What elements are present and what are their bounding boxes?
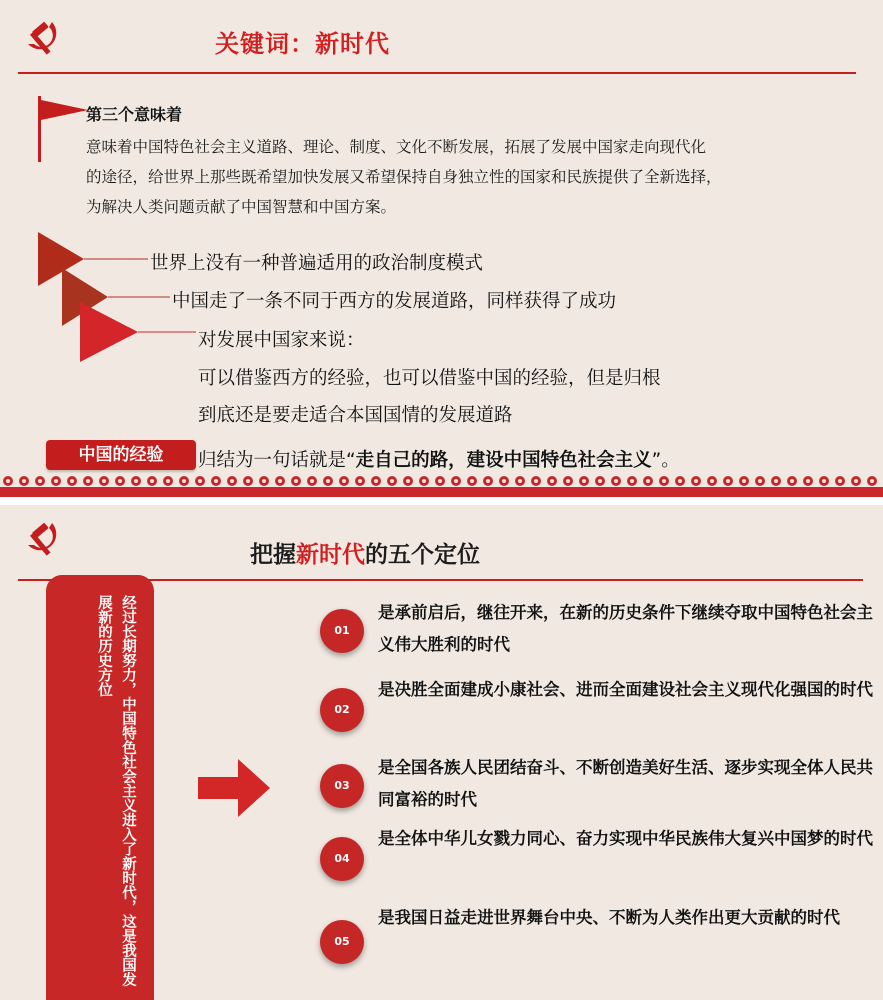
item-number: 01 <box>320 609 364 653</box>
conclusion-prefix: 归结为一句话就是“ <box>198 450 356 471</box>
item-number: 04 <box>320 837 364 881</box>
list-item <box>320 823 880 893</box>
list-item <box>320 597 880 667</box>
conclusion-suffix: ”。 <box>651 450 680 471</box>
slide-gap <box>0 497 883 505</box>
bullet-line: 中国走了一条不同于西方的发展道路，同样获得了成功 <box>172 291 617 312</box>
list-item <box>320 752 880 822</box>
title-divider <box>18 72 856 74</box>
conclusion-bold: 走自己的路，建设中国特色社会主义 <box>355 450 652 471</box>
item-text: 是决胜全面建成小康社会、进而全面建设社会主义现代化强国的时代 <box>378 680 873 699</box>
decorative-border <box>0 475 883 497</box>
bullet-line: 到底还是要走适合本国国情的发展道路 <box>198 405 513 426</box>
list-item <box>320 674 880 744</box>
item-number: 03 <box>320 764 364 808</box>
bullet-line: 世界上没有一种普遍适用的政治制度模式 <box>150 253 484 274</box>
item-text: 是承前启后，继往开来，在新的历史条件下继续夺取中国特色社会主义伟大胜利的时代 <box>378 603 873 654</box>
bullet-line: 对发展中国家来说： <box>198 330 365 351</box>
bullet-line: 可以借鉴西方的经验，也可以借鉴中国的经验，但是归根 <box>198 368 661 389</box>
item-number: 05 <box>320 920 364 964</box>
conclusion <box>198 446 680 472</box>
title-highlight: 新时代 <box>296 542 365 568</box>
title-part: 的五个定位 <box>365 542 480 568</box>
slide-1 <box>0 0 883 497</box>
title-part: 把握 <box>250 542 296 568</box>
hammer-sickle-icon <box>22 519 66 563</box>
item-text: 是全体中华儿女戮力同心、奋力实现中华民族伟大复兴中国梦的时代 <box>378 829 873 848</box>
slide-title: 关键词：新时代 <box>215 30 390 58</box>
slide-title <box>250 536 480 569</box>
arrow-right-icon <box>198 757 272 819</box>
experience-badge: 中国的经验 <box>46 440 196 470</box>
paragraph-line: 为解决人类问题贡献了中国智慧和中国方案。 <box>86 198 397 216</box>
section-heading: 第三个意味着 <box>86 105 183 124</box>
item-text: 是我国日益走进世界舞台中央、不断为人类作出更大贡献的时代 <box>378 908 840 927</box>
paragraph-line: 意味着中国特色社会主义道路、理论、制度、文化不断发展，拓展了发展中国家走向现代化 <box>86 138 707 156</box>
paragraph-line: 的途径，给世界上那些既希望加快发展又希望保持自身独立性的国家和民族提供了全新选择， <box>86 168 722 186</box>
hammer-sickle-icon <box>22 18 66 62</box>
item-number: 02 <box>320 688 364 732</box>
paragraph <box>86 132 846 222</box>
red-flag-icon <box>38 96 90 162</box>
list-item <box>320 902 880 972</box>
vertical-banner-text: 经过长期努力，中国特色社会主义进入了新时代，这是我国发展新的历史方位 <box>96 595 136 987</box>
item-text: 是全国各族人民团结奋斗、不断创造美好生活、逐步实现全体人民共同富裕的时代 <box>378 758 873 809</box>
